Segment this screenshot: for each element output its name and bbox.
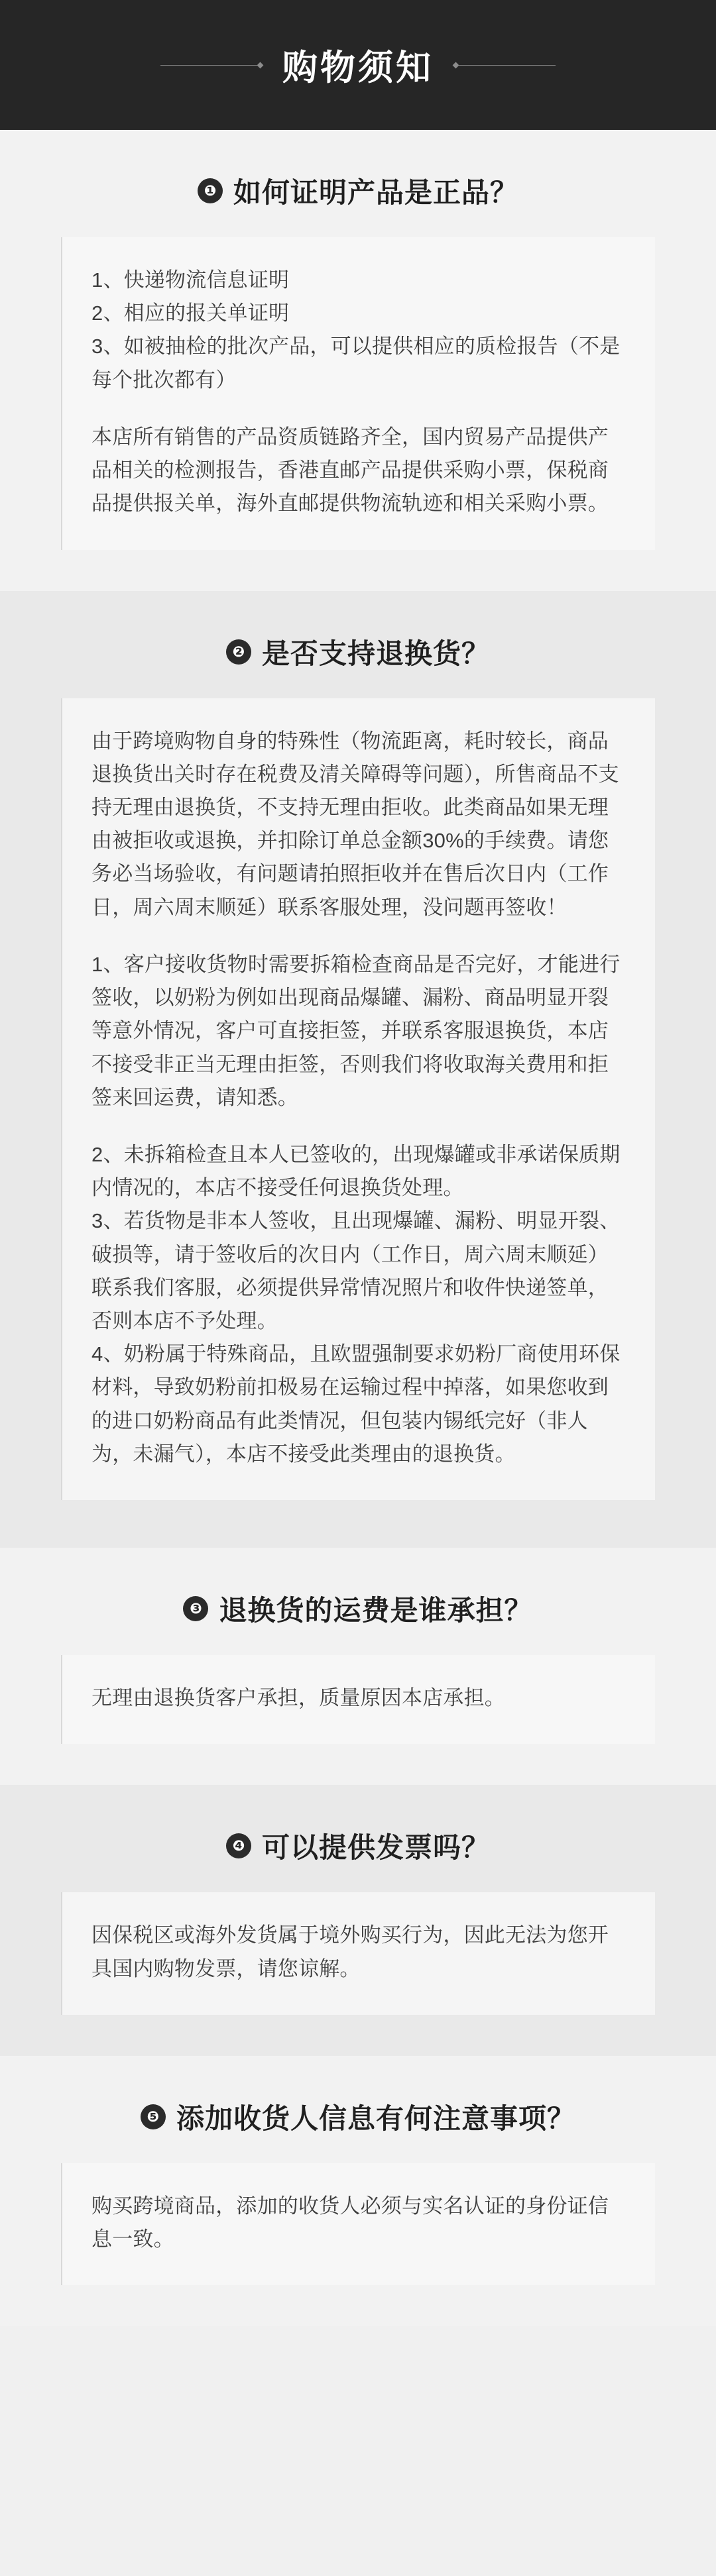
faq-answer-card-1 bbox=[61, 237, 655, 550]
section-spacer bbox=[0, 2015, 716, 2056]
faq-heading-5 bbox=[0, 2056, 716, 2163]
section-spacer bbox=[0, 1744, 716, 1785]
faq-number-badge-4: ❹ bbox=[226, 1833, 251, 1858]
faq-question-5: 添加收货人信息有何注意事项？ bbox=[176, 2102, 575, 2134]
faq-answer-line: 3、如被抽检的批次产品，可以提供相应的质检报告（不是每个批次都有） bbox=[91, 335, 621, 392]
faq-answer-line: 因保税区或海外发货属于境外购买行为，因此无法为您开具国内购物发票，请您谅解。 bbox=[91, 1923, 609, 1980]
faq-number-badge-2: ❷ bbox=[226, 639, 251, 665]
faq-question-3: 退换货的运费是谁承担？ bbox=[219, 1595, 533, 1627]
faq-answer-line: 2、未拆箱检查且本人已签收的，出现爆罐或非承诺保质期内情况的，本店不接受任何退换货处理。 bbox=[91, 1142, 621, 1200]
faq-answer-line: 3、若货物是非本人签收，且出现爆罐、漏粉、明显开裂、破损等，请于签收后的次日内（工作日，周六周末顺延）联系我们客服，必须提供异常情况照片和收件快递签单，否则本店不予处理。 bbox=[91, 1209, 621, 1333]
faq-number-badge-3: ❸ bbox=[183, 1596, 208, 1621]
section-spacer bbox=[0, 2285, 716, 2326]
faq-question-4: 可以提供发票吗？ bbox=[261, 1832, 490, 1864]
faq-section-4 bbox=[0, 1785, 716, 2055]
faq-number-badge-5: ❺ bbox=[141, 2104, 166, 2129]
faq-answer-card-4 bbox=[61, 1892, 655, 2014]
faq-heading-2 bbox=[0, 591, 716, 698]
faq-answer-line: 由于跨境购物自身的特殊性（物流距离，耗时较长，商品退换货出关时存在税费及清关障碍等问题），所售商品不支持无理由退换货，不支持无理由拒收。此类商品如果无理由被拒收或退换，并扣除订单总金额30%的手续费。请您务必当场验收，有问题请拍照拒收并在售后次日内（工作日，周六周末顺延）联系客服处理，没问题再签收！ bbox=[91, 729, 619, 919]
banner-divider-left-icon bbox=[160, 65, 260, 66]
faq-section-1 bbox=[0, 130, 716, 591]
faq-number-badge-1: ❶ bbox=[198, 178, 223, 203]
faq-answer-line: 无理由退换货客户承担，质量原因本店承担。 bbox=[91, 1686, 505, 1710]
banner-inner bbox=[160, 40, 556, 90]
faq-answer-line: 4、奶粉属于特殊商品，且欧盟强制要求奶粉厂商使用环保材料，导致奶粉前扣极易在运输过程中掉落，如果您收到的进口奶粉商品有此类情况，但包装内锡纸完好（非人为，未漏气），本店不接受此类理由的退换货。 bbox=[91, 1342, 621, 1466]
faq-answer-line: 购买跨境商品，添加的收货人必须与实名认证的身份证信息一致。 bbox=[91, 2194, 609, 2251]
faq-answer-card-2 bbox=[61, 698, 655, 1501]
faq-heading-3 bbox=[0, 1548, 716, 1655]
faq-answer-card-3 bbox=[61, 1655, 655, 1744]
faq-answer-line: 1、快递物流信息证明 bbox=[91, 268, 290, 292]
faq-question-1: 如何证明产品是正品？ bbox=[233, 177, 518, 208]
faq-answer-line: 2、相应的报关单证明 bbox=[91, 301, 290, 325]
banner-divider-right-icon bbox=[456, 65, 556, 66]
faq-answer-card-5 bbox=[61, 2163, 655, 2285]
faq-heading-1 bbox=[0, 130, 716, 237]
faq-section-2 bbox=[0, 591, 716, 1548]
faq-section-5 bbox=[0, 2056, 716, 2326]
section-spacer bbox=[0, 1500, 716, 1548]
faq-question-2: 是否支持退换货？ bbox=[261, 637, 490, 669]
faq-heading-4 bbox=[0, 1785, 716, 1892]
faq-section-3 bbox=[0, 1548, 716, 1785]
section-spacer bbox=[0, 550, 716, 591]
faq-answer-line: 本店所有销售的产品资质链路齐全，国内贸易产品提供产品相关的检测报告，香港直邮产品提供采购小票，保税商品提供报关单，海外直邮提供物流轨迹和相关采购小票。 bbox=[91, 425, 609, 515]
faq-answer-line: 1、客户接收货物时需要拆箱检查商品是否完好，才能进行签收，以奶粉为例如出现商品爆罐、漏粉、商品明显开裂等意外情况，客户可直接拒签，并联系客服退换货，本店不接受非正当无理由拒签，否则我们将收取海关费用和拒签来回运费，请知悉。 bbox=[91, 952, 621, 1109]
page-title: 购物须知 bbox=[282, 48, 434, 87]
page-banner bbox=[0, 0, 716, 130]
